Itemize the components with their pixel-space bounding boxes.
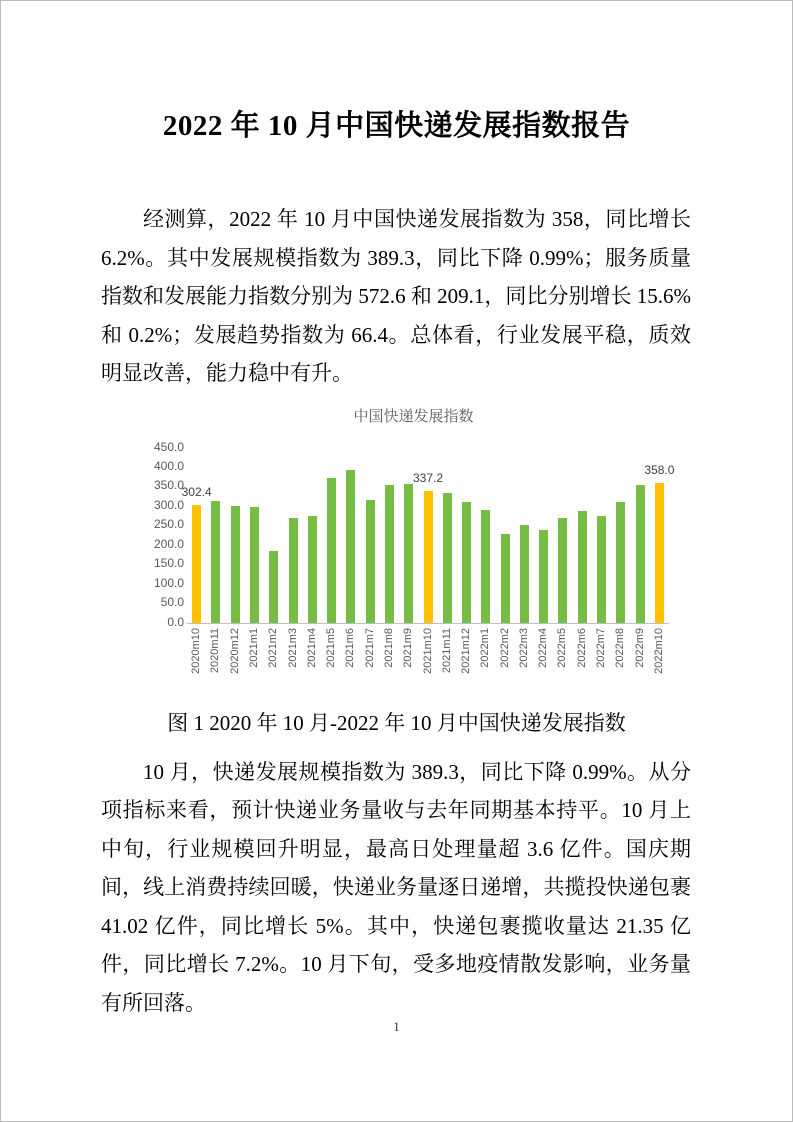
bar-2021m3 [289,518,298,622]
bar-slot-2020m12 [226,448,245,623]
bar-2021m4 [308,516,317,622]
x-axis-label: 2020m10 [190,627,203,674]
y-axis-tick-label: 50.0 [160,595,184,610]
bar-2020m11 [211,501,220,622]
x-axis-slot [245,628,264,674]
x-axis-label: 2021m1 [247,627,260,668]
bar-slot-2022m10 [644,448,675,623]
x-axis-slot [438,628,457,674]
bar-slot-2021m8 [380,448,399,623]
x-axis-label: 2021m6 [344,627,357,668]
x-axis-slot [418,628,437,674]
bar-slot-2021m12 [457,448,476,623]
bar-slot-2022m8 [611,448,630,623]
chart-y-axis [146,439,184,629]
x-axis-slot [303,628,322,674]
x-axis-slot [611,628,630,674]
bar-slot-2021m2 [264,448,283,623]
chart-plot-area [181,448,675,624]
bar-2021m2 [269,551,278,623]
bar-2022m3 [520,525,529,622]
x-axis-slot [361,628,380,674]
x-axis-label: 2021m8 [382,627,395,668]
bar-slot-2022m2 [496,448,515,623]
bar-slot-2021m6 [341,448,360,623]
x-axis-label: 2022m4 [537,627,550,668]
x-axis-slot [650,628,669,674]
x-axis-label: 2022m3 [517,627,530,668]
x-axis-label: 2022m1 [479,627,492,668]
bar-slot-2021m3 [283,448,302,623]
x-axis-slot [341,628,360,674]
y-axis-tick-label: 300.0 [153,497,184,512]
y-axis-tick-label: 200.0 [153,536,184,551]
y-axis-tick-label: 0.0 [167,614,184,629]
figure-caption: 图 1 2020 年 10 月-2022 年 10 月中国快递发展指数 [167,710,626,735]
bar-data-label: 337.2 [413,471,444,486]
bar-slot-2022m5 [553,448,572,623]
bar-2021m10 [424,491,433,622]
x-axis-label: 2021m2 [267,627,280,668]
x-axis-label: 2022m5 [556,627,569,668]
bar-2021m1 [250,507,259,622]
x-axis-label: 2021m12 [460,627,473,674]
bar-slot-2022m6 [573,448,592,623]
x-axis-label: 2021m9 [402,627,415,668]
chart-x-axis [187,628,669,674]
y-axis-tick-label: 450.0 [153,439,184,454]
x-axis-label: 2021m10 [421,627,434,674]
x-axis-slot [553,628,572,674]
x-axis-slot [187,628,206,674]
bar-2022m7 [597,516,606,623]
x-axis-slot [399,628,418,674]
x-axis-label: 2021m11 [440,627,453,673]
chart-title: 中国快递发展指数 [353,407,474,425]
bar-data-label: 302.4 [181,484,212,499]
bar-2022m8 [616,502,625,623]
bar-2022m6 [578,511,587,623]
bar-slot-2021m7 [361,448,380,623]
bar-2021m6 [346,470,355,622]
x-axis-slot [573,628,592,674]
bar-2021m12 [462,502,471,623]
x-axis-label: 2021m5 [325,627,338,668]
x-axis-label: 2022m2 [498,627,511,668]
bar-slot-2021m11 [438,448,457,623]
x-axis-label: 2021m3 [286,627,299,668]
bar-slot-2022m4 [534,448,553,623]
y-axis-tick-label: 150.0 [153,556,184,571]
x-axis-label: 2021m7 [363,627,376,668]
bar-2022m1 [481,510,490,623]
x-axis-slot [322,628,341,674]
x-axis-label: 2021m4 [305,627,318,668]
x-axis-label: 2020m11 [209,627,222,673]
x-axis-label: 2022m7 [595,627,608,668]
page-title: 2022 年 10 月中国快递发展指数报告 [162,110,631,142]
bar-slot-2021m1 [245,448,264,623]
bar-2021m9 [404,484,413,623]
paragraph-detail: 10 月，快递发展规模指数为 389.3，同比下降 0.99%。从分项指标来看，预计快递业务量收与去年同期基本持平。10 月上中旬，行业规模回升明显，最高日处理量超 3.6 亿件。国庆期间，线上消费持续回暖，快递业务量逐日递增，共揽投快递包裹 41.02 亿件，同比增长 5%。其中，快递包裹揽收量达 21.35 亿件，同比增长 7.2%。10 月下旬，受多地疫情散发影响，业务量有所回落。 [101,759,691,1015]
y-axis-tick-label: 350.0 [153,478,184,493]
x-axis-slot [630,628,649,674]
x-axis-slot [515,628,534,674]
bar-2022m2 [501,534,510,623]
x-axis-label: 2022m10 [652,627,665,674]
x-axis-label: 2022m6 [575,627,588,668]
page-number: 1 [393,1019,400,1034]
x-axis-slot [283,628,302,674]
bar-data-label: 358.0 [644,463,675,478]
y-axis-tick-label: 100.0 [153,575,184,590]
x-axis-slot [496,628,515,674]
x-axis-slot [264,628,283,674]
bar-2022m5 [558,518,567,622]
bar-2022m9 [636,485,645,622]
x-axis-label: 2022m8 [614,627,627,668]
bar-2021m5 [327,478,336,623]
x-axis-slot [534,628,553,674]
bar-2021m8 [385,485,394,623]
x-axis-slot [380,628,399,674]
y-axis-tick-label: 250.0 [153,517,184,532]
x-axis-slot [226,628,245,674]
x-axis-slot [457,628,476,674]
bar-slot-2021m4 [303,448,322,623]
bar-2021m7 [366,500,375,623]
bar-2021m11 [443,493,452,623]
paragraph-summary: 经测算，2022 年 10 月中国快递发展指数为 358，同比增长 6.2%。其中发展规模指数为 389.3，同比下降 0.99%；服务质量指数和发展能力指数分别为 572.6 和 209.1，同比分别增长 15.6%和 0.2%；发展趋势指数为 66.4。总体看，行业发展平稳，质效明显改善，能力稳中有升。 [101,207,691,385]
bar-2022m4 [539,530,548,623]
bar-slot-2022m3 [515,448,534,623]
bar-slot-2022m7 [592,448,611,623]
bar-slot-2020m11 [206,448,225,623]
x-axis-label: 2020m12 [228,627,241,674]
bar-slot-2020m10 [181,448,212,623]
bar-slot-2022m1 [476,448,495,623]
bar-2022m10 [655,483,664,622]
bar-2020m12 [231,506,240,622]
x-axis-label: 2022m9 [633,627,646,668]
development-index-chart [146,401,681,693]
bar-slot-2021m5 [322,448,341,623]
x-axis-slot [206,628,225,674]
bar-slot-2021m10 [413,448,444,623]
bar-2020m10 [192,505,201,623]
x-axis-slot [592,628,611,674]
x-axis-slot [476,628,495,674]
y-axis-tick-label: 400.0 [153,458,184,473]
